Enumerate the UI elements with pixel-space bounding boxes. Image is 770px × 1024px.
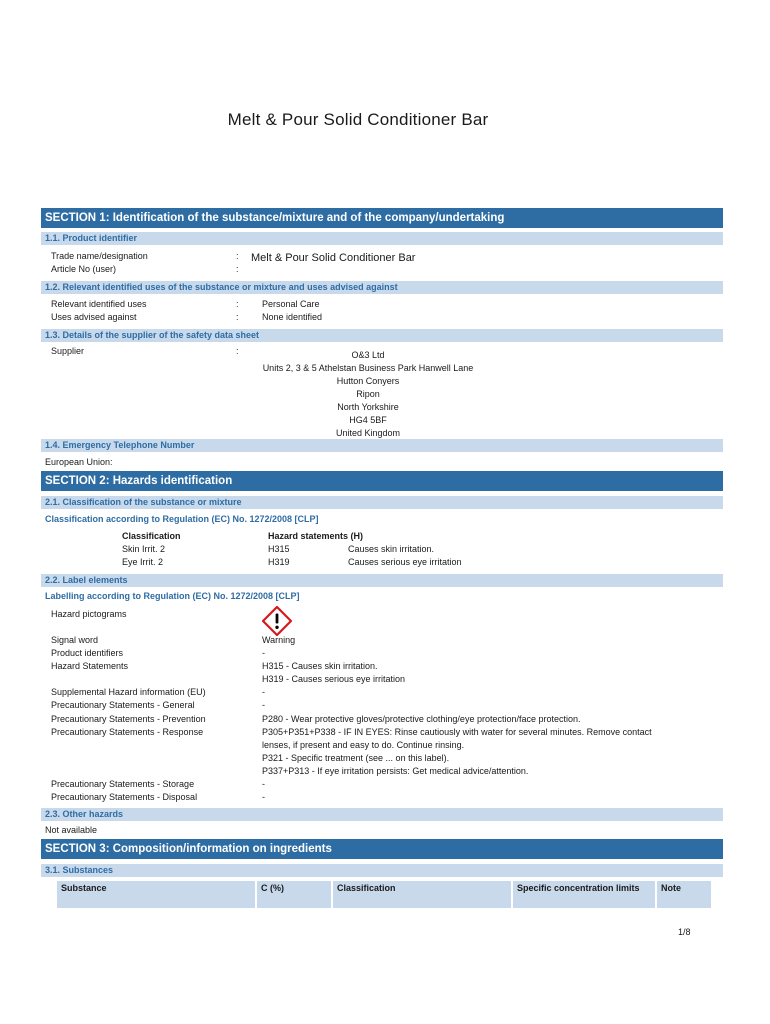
colon: :: [236, 299, 239, 309]
hazard-statements-column-header: Hazard statements (H): [268, 531, 364, 541]
subsection-2-2-header: 2.2. Label elements: [41, 574, 723, 587]
precautionary-response-line: P337+P313 - If eye irritation persists: Get medical advice/attention.: [262, 766, 529, 776]
classification-regulation: Classification according to Regulation (EC) No. 1272/2008 [CLP]: [45, 514, 319, 524]
precautionary-storage-label: Precautionary Statements - Storage: [51, 779, 195, 789]
trade-name-label: Trade name/designation: [51, 251, 148, 261]
classification-cell: Skin Irrit. 2: [122, 544, 166, 554]
uses-against-label: Uses advised against: [51, 312, 137, 322]
uses-value: Personal Care: [262, 299, 320, 309]
address-line: Ripon: [356, 389, 380, 399]
address-line: North Yorkshire: [337, 402, 399, 412]
address-line: Hutton Conyers: [336, 376, 400, 386]
other-hazards-value: Not available: [45, 825, 98, 835]
labelling-regulation: Labelling according to Regulation (EC) No. 1272/2008 [CLP]: [45, 591, 300, 601]
precautionary-prevention-label: Precautionary Statements - Prevention: [51, 714, 206, 724]
subsection-2-3-header: 2.3. Other hazards: [41, 808, 723, 821]
signal-word-value: Warning: [262, 635, 296, 645]
hazard-code-cell: H319: [268, 557, 290, 567]
ghs-exclamation-icon: [262, 606, 292, 636]
supplier-label: Supplier: [51, 346, 85, 356]
section-2-header: SECTION 2: Hazards identification: [41, 471, 723, 491]
signal-word-label: Signal word: [51, 635, 99, 645]
classification-column-header: Classification: [122, 531, 181, 541]
subsection-3-1-header: 3.1. Substances: [41, 864, 723, 877]
subsection-1-3-header: 1.3. Details of the supplier of the safety data sheet: [41, 329, 723, 342]
trade-name-value: Melt & Pour Solid Conditioner Bar: [251, 252, 416, 264]
address-line: HG4 5BF: [349, 415, 387, 425]
hazard-text-cell: Causes serious eye irritation: [348, 557, 462, 567]
page-number: 1/8: [678, 927, 691, 937]
colon: :: [236, 251, 239, 261]
colon: :: [236, 264, 239, 274]
article-no-label: Article No (user): [51, 264, 117, 274]
table-header-cell: Note: [656, 881, 711, 908]
classification-cell: Eye Irrit. 2: [122, 557, 164, 567]
supplemental-value: -: [262, 687, 265, 697]
precautionary-prevention-value: P280 - Wear protective gloves/protective clothing/eye protection/face protection.: [262, 714, 581, 724]
hazard-statement-line: H319 - Causes serious eye irritation: [262, 674, 406, 684]
subsection-2-1-header: 2.1. Classification of the substance or mixture: [41, 496, 723, 509]
table-header-cell: C (%): [256, 881, 332, 908]
precautionary-response-label: Precautionary Statements - Response: [51, 727, 204, 737]
precautionary-disposal-value: -: [262, 792, 265, 802]
precautionary-general-label: Precautionary Statements - General: [51, 700, 195, 710]
uses-against-value: None identified: [262, 312, 323, 322]
address-line: Units 2, 3 & 5 Athelstan Business Park Hanwell Lane: [262, 363, 474, 373]
colon: :: [236, 312, 239, 322]
precautionary-response-line: P321 - Specific treatment (see ... on this label).: [262, 753, 450, 763]
uses-label: Relevant identified uses: [51, 299, 147, 309]
table-header-row: [57, 881, 711, 908]
precautionary-disposal-label: Precautionary Statements - Disposal: [51, 792, 198, 802]
precautionary-general-value: -: [262, 700, 265, 710]
address-line: United Kingdom: [335, 428, 401, 438]
subsection-1-2-header: 1.2. Relevant identified uses of the substance or mixture and uses advised against: [41, 281, 723, 294]
colon: :: [236, 346, 239, 356]
precautionary-response-line: lenses, if present and easy to do. Continue rinsing.: [262, 740, 465, 750]
hazard-code-cell: H315: [268, 544, 290, 554]
address-line: O&3 Ltd: [351, 350, 385, 360]
precautionary-storage-value: -: [262, 779, 265, 789]
european-union-label: European Union:: [45, 457, 113, 467]
section-3-header: SECTION 3: Composition/information on ingredients: [41, 839, 723, 859]
hazard-pictograms-label: Hazard pictograms: [51, 609, 127, 619]
document-title: Melt & Pour Solid Conditioner Bar: [227, 110, 489, 129]
product-identifiers-value: -: [262, 648, 265, 658]
table-header-cell: Substance: [57, 881, 256, 908]
supplier-address: [218, 349, 518, 440]
table-header-cell: Specific concentration limits: [512, 881, 656, 908]
supplemental-label: Supplemental Hazard information (EU): [51, 687, 206, 697]
subsection-1-1-header: 1.1. Product identifier: [41, 232, 723, 245]
substances-table: [57, 881, 711, 908]
subsection-1-4-header: 1.4. Emergency Telephone Number: [41, 439, 723, 452]
section-1-header: SECTION 1: Identification of the substance/mixture and of the company/undertaking: [41, 208, 723, 228]
precautionary-response-line: P305+P351+P338 - IF IN EYES: Rinse cautiously with water for several minutes. Remove contact: [262, 727, 652, 737]
hazard-statements-label: Hazard Statements: [51, 661, 129, 671]
table-header-cell: Classification: [332, 881, 512, 908]
hazard-text-cell: Causes skin irritation.: [348, 544, 435, 554]
product-identifiers-label: Product identifiers: [51, 648, 124, 658]
hazard-statement-line: H315 - Causes skin irritation.: [262, 661, 378, 671]
